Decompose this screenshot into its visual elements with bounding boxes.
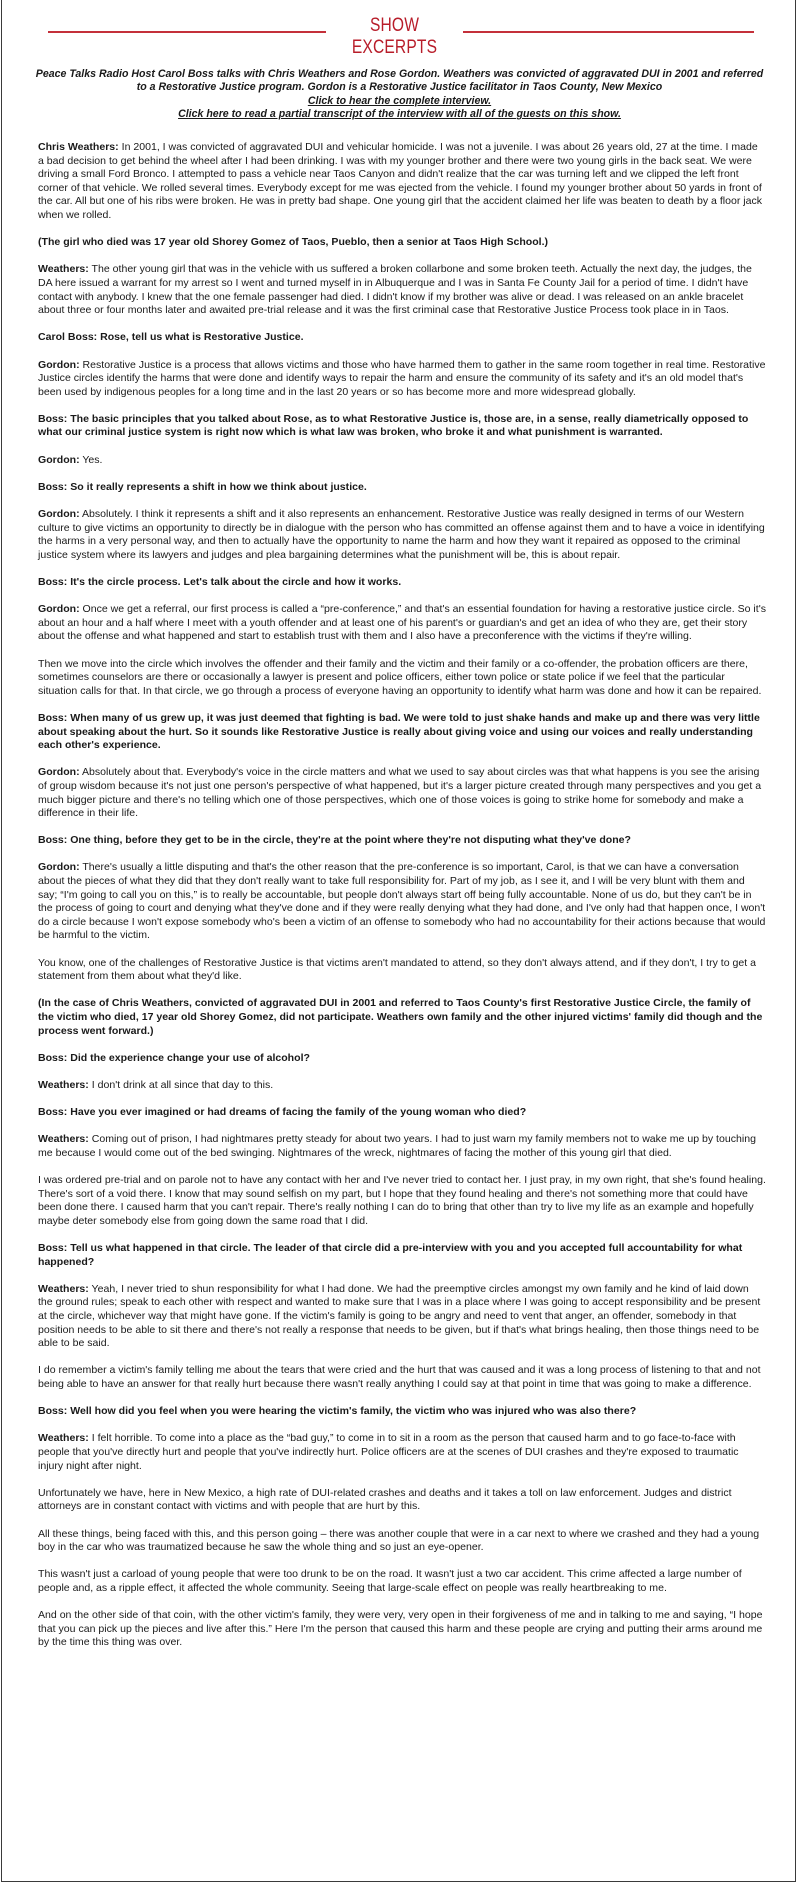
paragraph-text: I do remember a victim's family telling me about the tears that were cried and the hurt that was caused and it was a long process of listening to that and not being able to have an answer for that really hurt because there wasn't really anything I could say at that point in time that was going to make a difference. — [38, 1364, 761, 1391]
complete-interview-link[interactable]: Click to hear the complete interview. — [307, 94, 492, 107]
transcript-paragraph — [38, 1432, 766, 1473]
speaker-label: Chris Weathers: — [38, 141, 119, 153]
paragraph-text: The other young girl that was in the vehicle with us suffered a broken collarbone and some broken teeth. Actually the next day, the judges, the DA here issued a warrant for my arrest so I went and turned myself in in Albuquerque and I was in Santa Fe County Jail for a period of time. I didn't have contact with anybody. I knew that the one female passenger had died. I didn't know if my brother was alive or dead. I was released on an ankle bracelet about three or four months later and awaited pre-trial release and it was the first criminal case that Restorative Justice Process took place in in Taos. — [38, 263, 752, 317]
transcript-body — [38, 141, 766, 1664]
question-paragraph — [38, 481, 766, 495]
paragraph-text: Boss: One thing, before they get to be in the circle, they're at the point where they're not disputing what they've done? — [38, 834, 631, 847]
paragraph-text: Boss: Tell us what happened in that circle. The leader of that circle did a pre-interview with you and you accepted full accountability for what happened? — [38, 1242, 743, 1268]
paragraph-text: This wasn't just a carload of young people that were too drunk to be on the road. It wasn't just a two car accident. This crime affected a large number of people and, as a ripple effect, it affected the whole community. Seeing that large-scale effect on people was really heartbreaking to me. — [38, 1568, 742, 1594]
paragraph-text: Boss: Well how did you feel when you were hearing the victim's family, the victim who was injured who was also there? — [38, 1405, 637, 1418]
question-paragraph — [38, 331, 766, 345]
paragraph-text: I don't drink at all since that day to this. — [88, 1078, 274, 1091]
question-paragraph — [38, 1106, 766, 1120]
paragraph-text: Boss: So it really represents a shift in how we think about justice. — [38, 480, 367, 493]
transcript-paragraph — [38, 1283, 766, 1351]
paragraph-text: Coming out of prison, I had nightmares pretty steady for about two years. I had to just warn my family members not to wake me up by touching me because I would come out of the bed swinging. Nightmares of the wreck, nightmares of facing the mother of this young girl that died. — [38, 1133, 756, 1159]
question-paragraph — [38, 1242, 766, 1269]
section-header — [0, 0, 799, 58]
transcript-paragraph — [38, 359, 766, 400]
question-paragraph — [38, 712, 766, 753]
transcript-paragraph — [38, 1568, 766, 1595]
paragraph-text: Absolutely. I think it represents a shift and it also represents an enhancement. Restorative Justice was really designed in terms of our Western culture to give victims an opportunity to directly be in dialogue with the person who has committed an offense against them and to have a voice in identifying the harms in a very personal way, and then to actually have the opportunity to name the harm and how they want it repaired as opposed to the criminal justice system where its lawyers and judges and plea bargaining determines what the punishment will be, this is about repair. — [38, 508, 765, 561]
paragraph-text: And on the other side of that coin, with the other victim's family, they were very, very open in their forgiveness of me and in talking to me and saying, “I hope that you can pick up the pieces and live after this.” Here I'm the person that caused this harm and these people are crying and putting their arms around me by the time this thing was over. — [38, 1609, 763, 1649]
speaker-label: Weathers: — [38, 1432, 89, 1445]
transcript-paragraph — [38, 603, 766, 644]
paragraph-text: Absolutely about that. Everybody's voice in the circle matters and what we used to say about circles was that what happens is you see the arising of group wisdom because it's not just one person's perspective of what happened, but it's a larger picture created through many perspectives and you get a much bigger picture and there's no telling which one of those perspectives, which one of those voices is going to strike home for somebody and make a difference in their life. — [38, 766, 762, 820]
speaker-label: Weathers: — [38, 1133, 89, 1146]
paragraph-text: (In the case of Chris Weathers, convicted of aggravated DUI in 2001 and referred to Taos County's first Restorative Justice Circle, the family of the victim who died, 17 year old Shorey Gomez, did not participate. Weathers own family and the other injured victims' family did though and the process went forward.) — [38, 997, 763, 1037]
transcript-paragraph — [38, 508, 766, 562]
question-paragraph — [38, 1405, 766, 1419]
paragraph-text: In 2001, I was convicted of aggravated DUI and vehicular homicide. I was not a juvenile. I was about 26 years old, 27 at the time. I made a bad decision to get behind the wheel after I had been drinking. I was with my younger brother and there were two young girls in the back seat. We were driving a small Ford Bronco. I attempted to pass a vehicle near Taos Canyon and didn't realize that the car was turning left and we clipped the left front corner of that vehicle. We rolled several times. Everybody except for me was ejected from the vehicle. I found my younger brother about 50 yards in front of the car. All but one of his ribs were broken. He was in pretty bad shape. One young girl that the accident claimed her life was beaten to death by a floor jack when we rolled. — [38, 141, 763, 221]
header-rule-left — [48, 31, 326, 33]
paragraph-text: Yes. — [79, 453, 103, 466]
transcript-paragraph — [38, 1528, 766, 1555]
speaker-label: Weathers: — [38, 1282, 89, 1295]
paragraph-text: All these things, being faced with this, and this person going – there was another couple that were in a car next to where we crashed and they had a young boy in the car who was traumatized because he saw the whole thing and so just an eye-opener. — [38, 1527, 760, 1554]
paragraph-text: Boss: It's the circle process. Let's talk about the circle and how it works. — [38, 576, 402, 588]
question-paragraph — [38, 236, 766, 250]
paragraph-text: Carol Boss: Rose, tell us what is Restorative Justice. — [38, 331, 304, 344]
transcript-paragraph — [38, 1174, 766, 1228]
transcript-paragraph — [38, 1609, 766, 1650]
speaker-label: Gordon: — [38, 508, 80, 521]
transcript-link[interactable]: Click here to read a partial transcript of the interview with all of the guests on this show. — [178, 108, 621, 121]
speaker-label: Weathers: — [38, 1078, 89, 1091]
paragraph-text: I felt horrible. To come into a place as the “bad guy,” to come in to sit in a room as the person that caused harm and to go face-to-face with people that you've directly hurt and people that you've indirectly hurt. Police officers are at the scenes of DUI crashes and they're exposed to traumatic injury night after night. — [38, 1432, 739, 1472]
paragraph-text: Boss: When many of us grew up, it was just deemed that fighting is bad. We were told to just shake hands and make up and there was very little about speaking about the hurt. So it sounds like Restorative Justice is really about giving voice and using our voices and really understanding each other's experience. — [38, 711, 760, 752]
question-paragraph — [38, 997, 766, 1038]
paragraph-text: Once we get a referral, our first process is called a “pre-conference,” and that's an essential foundation for having a restorative justice circle. So it's about an hour and a half where I meet with a youth offender and at least one of his parent's or guardian's and get an idea of who they are, get their story about the offense and what happened and start to establish trust with them and I also have a preconference with the victims if they're willing. — [38, 603, 766, 643]
question-paragraph — [38, 834, 766, 848]
transcript-paragraph — [38, 1133, 766, 1160]
paragraph-text: (The girl who died was 17 year old Shorey Gomez of Taos, Pueblo, then a senior at Taos High School.) — [38, 236, 549, 249]
speaker-label: Gordon: — [38, 766, 80, 779]
header-rule-right — [463, 31, 754, 33]
transcript-paragraph — [38, 141, 766, 223]
transcript-paragraph — [38, 658, 766, 699]
intro-summary: Peace Talks Radio Host Carol Boss talks with Chris Weathers and Rose Gordon. Weathers was convicted of aggravated DUI in 2001 and referred to a Restorative Justice program. Gordon is a Restorative Justice facilitator in Taos County, New Mexico — [35, 68, 764, 94]
paragraph-text: Restorative Justice is a process that allows victims and those who have harmed them to gather in the same room together in real time. Restorative Justice circles identify the harms that were done and identify ways to repair the harm and ensure the community of its safety and it's an old model that's been used by indigenous peoples for a long time and in the last 20 years or so has become more and more widespread globally. — [38, 358, 766, 398]
transcript-paragraph — [38, 1364, 766, 1391]
question-paragraph — [38, 1052, 766, 1066]
intro-block — [30, 68, 769, 122]
paragraph-text: Then we move into the circle which involves the offender and their family and the victim and their family or a co-offender, the probation officers are there, sometimes counselors are there or occasionally a lawyer is present and police officers, either town police or state police if we feel that the particular situation calls for that. In that circle, we go through a process of everyone having an opportunity to identify what harm was done and how it can be repaired. — [38, 657, 762, 697]
speaker-label: Gordon: — [38, 603, 80, 616]
paragraph-text: Boss: Did the experience change your use of alcohol? — [38, 1051, 310, 1064]
transcript-paragraph — [38, 1079, 766, 1093]
paragraph-text: There's usually a little disputing and that's the other reason that the pre-conference is so important, Carol, is that we can have a conversation about the pieces of what they did that they don't really want to take full responsibility for. Part of my job, as I see it, and I will be very blunt with them and say; “I'm going to call you on this,” is to really be accountable, but people don't always start off being fully accountable. None of us do, but they can't be in the process of going to court and denying what they've done and if they were really denying what they had done, and I've only had that happen once, I won't do a circle because I won't expose somebody who's been a victim of an offense to somebody who had no accountability for their actions because that would be harmful to the victim. — [38, 861, 766, 942]
transcript-paragraph — [38, 1487, 766, 1514]
paragraph-text: I was ordered pre-trial and on parole not to have any contact with her and I've never tried to contact her. I just pray, in my own right, that she's found healing. There's sort of a void there. I know that may sound selfish on my part, but I hope that they found healing and there's not something more that could have been done there. I caused harm that you can't repair. There's really nothing I can do to bring that other than try to live my life as an example and hopefully maybe deter somebody else from going down the same road that I did. — [38, 1174, 766, 1227]
speaker-label: Gordon: — [38, 453, 80, 466]
paragraph-text: You know, one of the challenges of Restorative Justice is that victims aren't mandated to attend, so they don't always attend, and if they don't, I try to get a statement from them about what they'd like. — [38, 956, 756, 983]
paragraph-text: Boss: The basic principles that you talked about Rose, as to what Restorative Justice is, those are, in a sense, really diametrically opposed to what our criminal justice system is right now which is what law was broken, who broke it and what punishment is warranted. — [38, 412, 749, 439]
speaker-label: Gordon: — [38, 358, 80, 371]
speaker-label: Gordon: — [38, 861, 80, 874]
paragraph-text: Boss: Have you ever imagined or had dreams of facing the family of the young woman who died? — [38, 1106, 527, 1119]
transcript-paragraph — [38, 766, 766, 820]
speaker-label: Weathers: — [38, 263, 89, 276]
paragraph-text: Unfortunately we have, here in New Mexico, a high rate of DUI-related crashes and deaths and it takes a toll on law enforcement. Judges and district attorneys are in constant contact with victims and with people that are hurt by this. — [38, 1486, 732, 1513]
transcript-paragraph — [38, 957, 766, 984]
question-paragraph — [38, 413, 766, 440]
transcript-paragraph — [38, 454, 766, 468]
section-title: SHOW EXCERPTS — [351, 15, 438, 58]
transcript-paragraph — [38, 861, 766, 943]
question-paragraph — [38, 576, 766, 590]
paragraph-text: Yeah, I never tried to shun responsibility for what I had done. We had the preemptive circles amongst my own family and he kind of laid down the ground rules; speak to each other with respect and wanted to make sure that I was in a place where I was going to accept responsibility and be present at the circle, whichever way that might have gone. If the victim's family is going to be angry and need to vent that anger, an offender, somebody in that position needs to be able to sit there and there's not really a response that needs to be given, but if that's what brings healing, then those things need to be able to be said. — [38, 1282, 761, 1350]
transcript-paragraph — [38, 263, 766, 317]
